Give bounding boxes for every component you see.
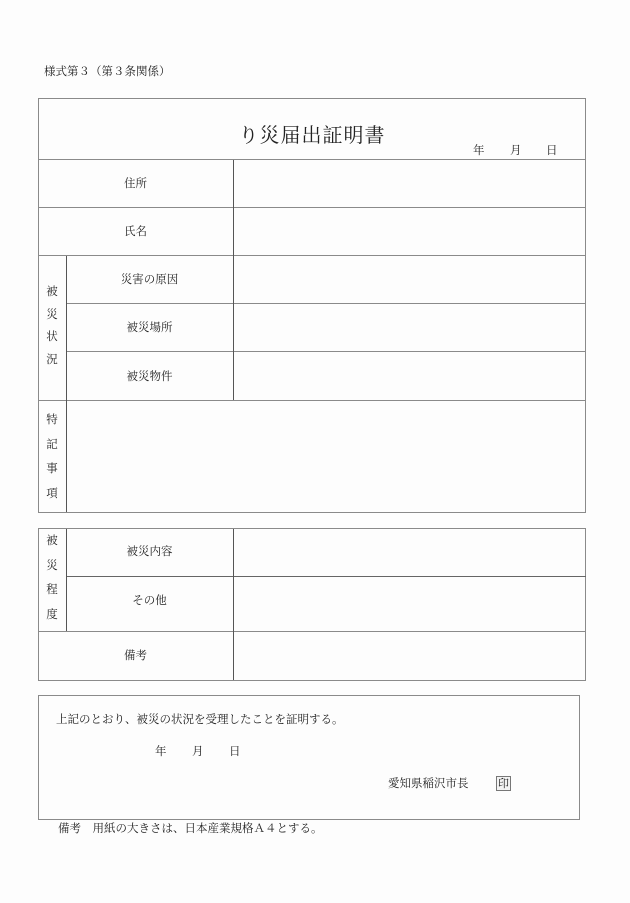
group-char: 度 — [46, 606, 58, 621]
other-field[interactable] — [234, 577, 584, 630]
group-char: 状 — [46, 329, 58, 343]
special-notes-group-label — [38, 414, 66, 499]
group-char: 程 — [46, 582, 58, 596]
cause-field[interactable] — [234, 256, 584, 302]
other-label: その他 — [132, 593, 167, 607]
property-field[interactable] — [234, 352, 584, 399]
form-reference: 様式第３（第３条関係） — [44, 64, 171, 78]
name-label: 氏名 — [124, 224, 147, 238]
location-field[interactable] — [234, 304, 584, 350]
name-field[interactable] — [234, 208, 584, 254]
footnote: 備考 用紙の大きさは、日本産業規格Ａ４とする。 — [58, 821, 323, 835]
group-char: 況 — [46, 351, 58, 366]
damage-content-field[interactable] — [234, 529, 584, 575]
group-char: 項 — [46, 485, 58, 500]
column-divider — [66, 529, 67, 631]
date-year-label: 年 — [473, 143, 485, 157]
seal-mark: 印 — [498, 777, 509, 790]
damage-status-group-label — [38, 286, 66, 365]
damage-degree-group-label — [38, 535, 66, 620]
cause-label: 災害の原因 — [120, 272, 179, 286]
remarks-field[interactable] — [234, 632, 584, 679]
damage-content-label: 被災内容 — [126, 544, 173, 558]
cert-date-day: 日 — [229, 744, 241, 758]
date-day-label: 日 — [546, 143, 558, 157]
certification-statement: 上記のとおり、被災の状況を受理したことを証明する。 — [56, 712, 344, 726]
group-char: 被 — [46, 284, 58, 298]
address-label: 住所 — [124, 176, 147, 190]
group-char: 記 — [46, 436, 58, 451]
date-month-label: 月 — [510, 143, 522, 157]
special-notes-field[interactable] — [67, 401, 584, 511]
cert-date-month: 月 — [192, 744, 204, 758]
group-char: 災 — [46, 557, 58, 572]
property-label: 被災物件 — [126, 369, 173, 383]
issuer-name: 愛知県稲沢市長 — [388, 776, 469, 790]
group-char: 事 — [46, 461, 58, 475]
certificate-title: り災届出証明書 — [238, 123, 386, 147]
address-field[interactable] — [234, 160, 584, 206]
remarks-label: 備考 — [124, 648, 147, 662]
group-char: 被 — [46, 533, 58, 547]
cert-date-year: 年 — [155, 744, 167, 758]
group-char: 災 — [46, 306, 58, 321]
group-char: 特 — [46, 412, 58, 426]
location-label: 被災場所 — [126, 320, 173, 334]
